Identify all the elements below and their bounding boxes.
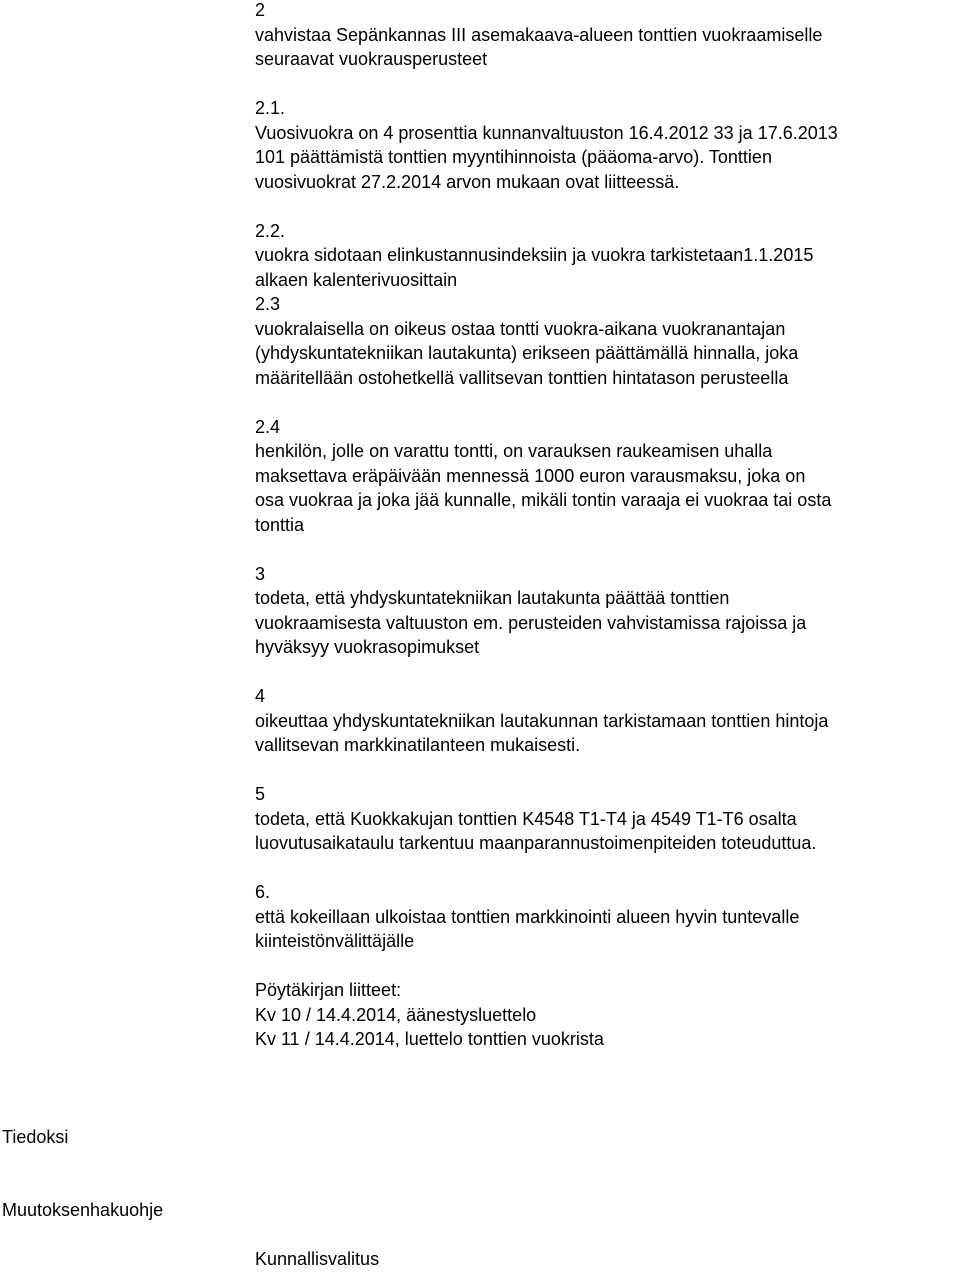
decision-item-4 <box>255 684 945 758</box>
decision-content <box>255 0 945 1052</box>
item-text-line: vallitsevan markkinatilanteen mukaisesti. <box>255 735 581 755</box>
item-text-line: tonttia <box>255 514 305 535</box>
attachments-list <box>255 978 945 1052</box>
decision-item-2-3 <box>255 292 945 390</box>
item-text-line: seuraavat vuokrausperusteet <box>255 49 488 69</box>
item-number: 2.2. <box>255 220 286 241</box>
decision-item-2-2 <box>255 219 945 293</box>
item-text-line: luovutusaikataulu tarkentuu maanparannustoimenpiteiden toteuduttua. <box>255 833 817 853</box>
item-number: 4 <box>255 686 266 706</box>
attachments-heading: Pöytäkirjan liitteet: <box>255 980 402 1000</box>
item-text-line: maksettava eräpäivään mennessä 1000 euron varausmaksu, joka on <box>255 465 806 486</box>
decision-item-3 <box>255 562 945 660</box>
tiedoksi-label: Tiedoksi <box>2 1127 69 1147</box>
item-number: 2.1. <box>255 98 286 118</box>
item-text-line: 101 päättämistä tonttien myyntihinnoista (pääoma-arvo). Tonttien <box>255 147 772 167</box>
item-number: 5 <box>255 784 266 804</box>
item-text-line: osa vuokraa ja joka jää kunnalle, mikäli tontin varaaja ei vuokraa tai osta <box>255 490 832 510</box>
item-number: 6. <box>255 882 271 902</box>
item-text-line: vahvistaa Sepänkannas III asemakaava-alueen tonttien vuokraamiselle <box>255 24 823 45</box>
decision-item-2-4 <box>255 415 945 538</box>
item-text-line: hyväksyy vuokrasopimukset <box>255 637 480 657</box>
item-text-line: määritellään ostohetkellä vallitsevan tonttien hintatason perusteella <box>255 367 789 388</box>
decision-item-6 <box>255 880 945 954</box>
item-text-line: että kokeillaan ulkoistaa tonttien markkinointi alueen hyvin tuntevalle <box>255 906 800 927</box>
item-text-line: vuokraamisesta valtuuston em. perusteiden vahvistamissa rajoissa ja <box>255 612 807 633</box>
attachment-item: Kv 11 / 14.4.2014, luettelo tonttien vuokrista <box>255 1029 604 1049</box>
item-text-line: todeta, että yhdyskuntatekniikan lautakunta päättää tonttien <box>255 588 730 608</box>
item-text-line: alkaen kalenterivuosittain <box>255 269 458 290</box>
decision-item-2-1 <box>255 96 945 194</box>
decision-item-2 <box>255 0 945 72</box>
decision-item-5 <box>255 782 945 856</box>
item-text-line: todeta, että Kuokkakujan tonttien K4548 T1-T4 ja 4549 T1-T6 osalta <box>255 808 797 829</box>
attachment-item: Kv 10 / 14.4.2014, äänestysluettelo <box>255 1004 537 1025</box>
item-text-line: henkilön, jolle on varattu tontti, on varauksen raukeamisen uhalla <box>255 441 773 461</box>
item-text-line: vuokralaisella on oikeus ostaa tontti vuokra-aikana vuokranantajan <box>255 318 786 339</box>
muutoksenhakuohje-label: Muutoksenhakuohje <box>2 1200 164 1220</box>
item-text-line: vuosivuokrat 27.2.2014 arvon mukaan ovat liitteessä. <box>255 171 680 192</box>
item-number: 2.4 <box>255 416 281 437</box>
item-text-line: oikeuttaa yhdyskuntatekniikan lautakunnan tarkistamaan tonttien hintoja <box>255 710 829 731</box>
item-text-line: kiinteistönvälittäjälle <box>255 931 415 951</box>
item-number: 3 <box>255 563 266 584</box>
item-number: 2 <box>255 0 266 20</box>
item-text-line: Vuosivuokra on 4 prosenttia kunnanvaltuuston 16.4.2012 33 ja 17.6.2013 <box>255 122 838 143</box>
item-number: 2.3 <box>255 294 281 314</box>
item-text-line: vuokra sidotaan elinkustannusindeksiin ja vuokra tarkistetaan1.1.2015 <box>255 245 814 265</box>
item-text-line: (yhdyskuntatekniikan lautakunta) erikseen päättämällä hinnalla, joka <box>255 343 799 363</box>
kunnallisvalitus-label: Kunnallisvalitus <box>255 1249 380 1269</box>
